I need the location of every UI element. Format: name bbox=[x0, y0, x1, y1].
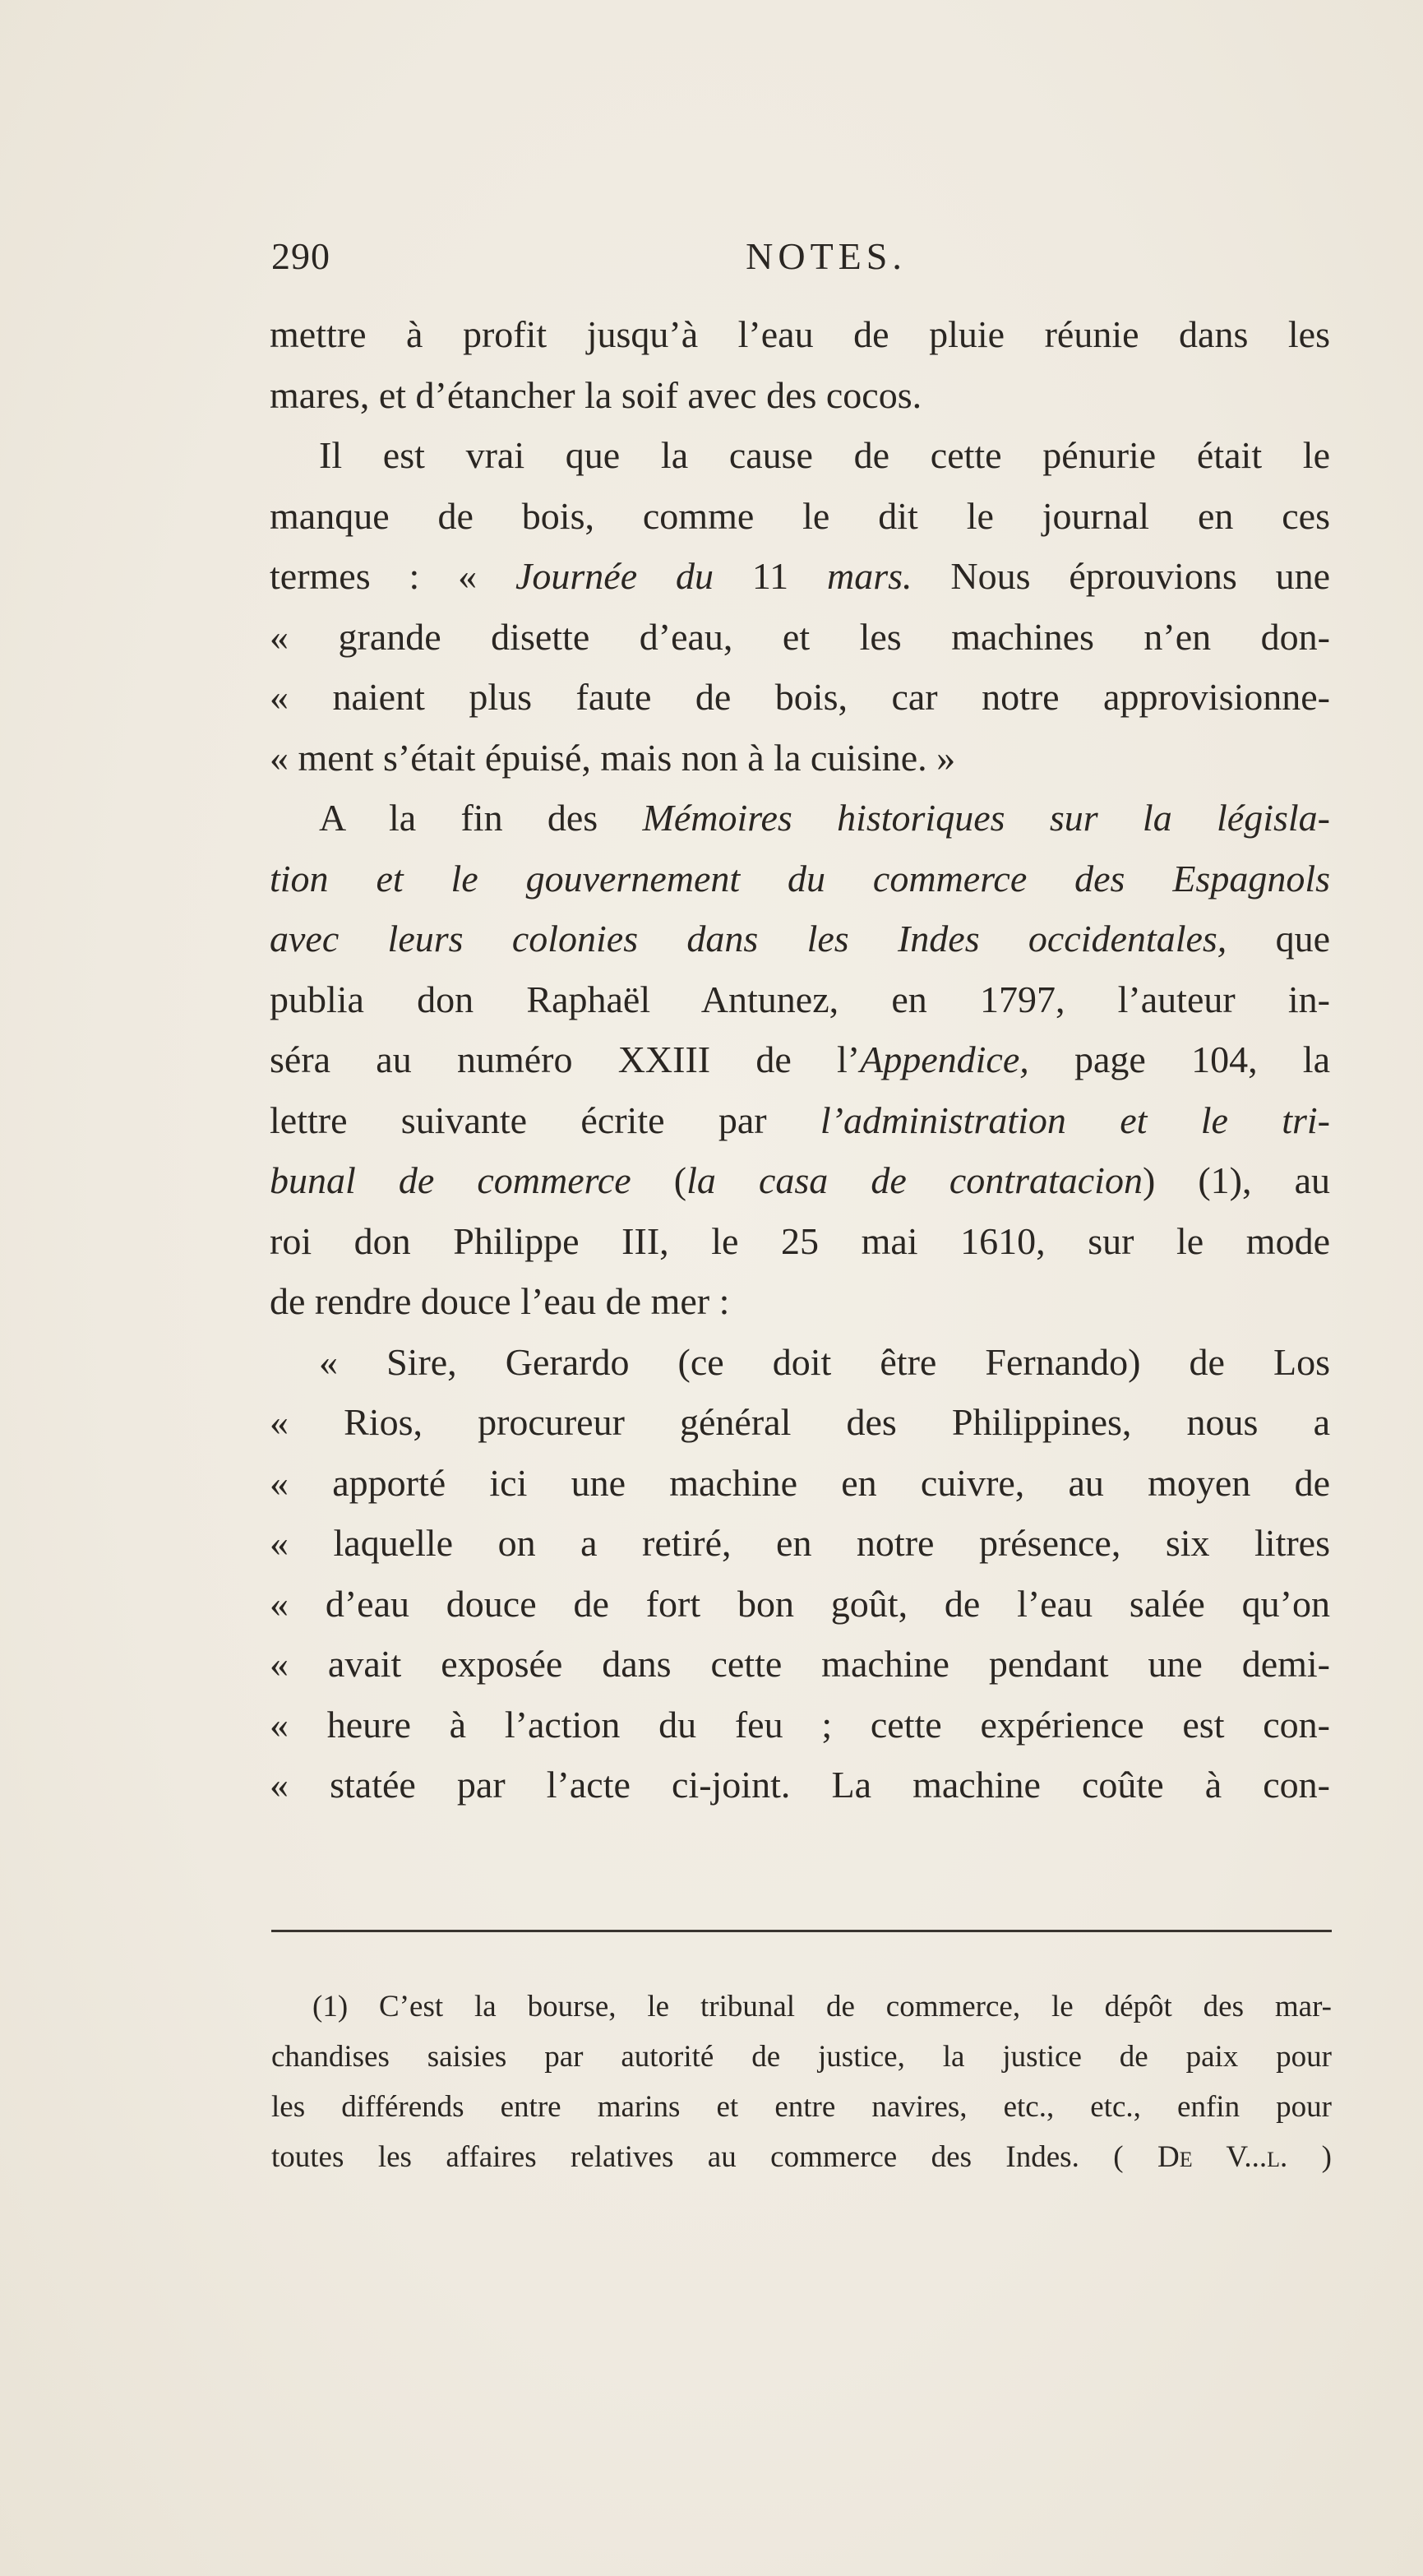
text-line: « heure à l’action du feu ; cette expérience est con- bbox=[270, 1703, 1330, 1746]
footnote-line: (1) C’est la bourse, le tribunal de commerce, le dépôt des mar- bbox=[312, 1990, 1332, 2023]
text-line: « Rios, procureur général des Philippines, nous a bbox=[270, 1401, 1330, 1443]
footnote-rule bbox=[271, 1930, 1332, 1932]
footnotes bbox=[271, 1982, 1332, 2182]
text-line: « ment s’était épuisé, mais non à la cuisine. » bbox=[270, 736, 956, 779]
footnote-line: les différends entre marins et entre navires, etc., etc., enfin pour bbox=[271, 2090, 1332, 2124]
page-number: 290 bbox=[271, 235, 330, 277]
text-line: « avait exposée dans cette machine pendant une demi- bbox=[270, 1643, 1330, 1685]
text-line: manque de bois, comme le dit le journal en ces bbox=[270, 494, 1330, 537]
text-line: publia don Raphaël Antunez, en 1797, l’auteur in- bbox=[270, 978, 1330, 1020]
text-line: A la fin des Mémoires historiques sur la législa- bbox=[319, 797, 1330, 839]
text-line: termes : « Journée du 11 mars. Nous éprouvions une bbox=[270, 555, 1331, 597]
text-line: bunal de commerce (la casa de contratacion) (1), au bbox=[270, 1159, 1331, 1201]
text-line: Il est vrai que la cause de cette pénurie était le bbox=[319, 434, 1330, 476]
text-line: « d’eau douce de fort bon goût, de l’eau salée qu’on bbox=[270, 1582, 1330, 1625]
text-line: « naient plus faute de bois, car notre approvisionne- bbox=[270, 676, 1330, 718]
text-line: mares, et d’étancher la soif avec des cocos. bbox=[270, 373, 922, 416]
text-line: « Sire, Gerardo (ce doit être Fernando) de Los bbox=[319, 1340, 1330, 1383]
page-header bbox=[271, 234, 1332, 284]
text-line: mettre à profit jusqu’à l’eau de pluie réunie dans les bbox=[270, 313, 1330, 355]
text-line: « apporté ici une machine en cuivre, au moyen de bbox=[270, 1461, 1330, 1504]
text-line: tion et le gouvernement du commerce des Espagnols bbox=[270, 857, 1330, 900]
text-line: « statée par l’acte ci-joint. La machine coûte à con- bbox=[270, 1764, 1330, 1806]
body-text bbox=[270, 304, 1330, 1815]
running-head: NOTES. bbox=[746, 235, 907, 277]
text-line: lettre suivante écrite par l’administration et le tri- bbox=[270, 1098, 1331, 1141]
text-line: « grande disette d’eau, et les machines n’en don- bbox=[270, 615, 1330, 658]
text-line: roi don Philippe III, le 25 mai 1610, sur le mode bbox=[270, 1219, 1330, 1262]
text-line: séra au numéro XXIII de l’Appendice, page 104, la bbox=[270, 1038, 1331, 1080]
text-line: de rendre douce l’eau de mer : bbox=[270, 1280, 730, 1322]
footnote-line: chandises saisies par autorité de justice, la justice de paix pour bbox=[271, 2040, 1332, 2074]
text-line: avec leurs colonies dans les Indes occidentales, que bbox=[270, 918, 1330, 960]
text-line: « laquelle on a retiré, en notre présence, six litres bbox=[270, 1522, 1330, 1564]
footnote-line: toutes les affaires relatives au commerce des Indes. ( De V...l. ) bbox=[271, 2140, 1332, 2174]
